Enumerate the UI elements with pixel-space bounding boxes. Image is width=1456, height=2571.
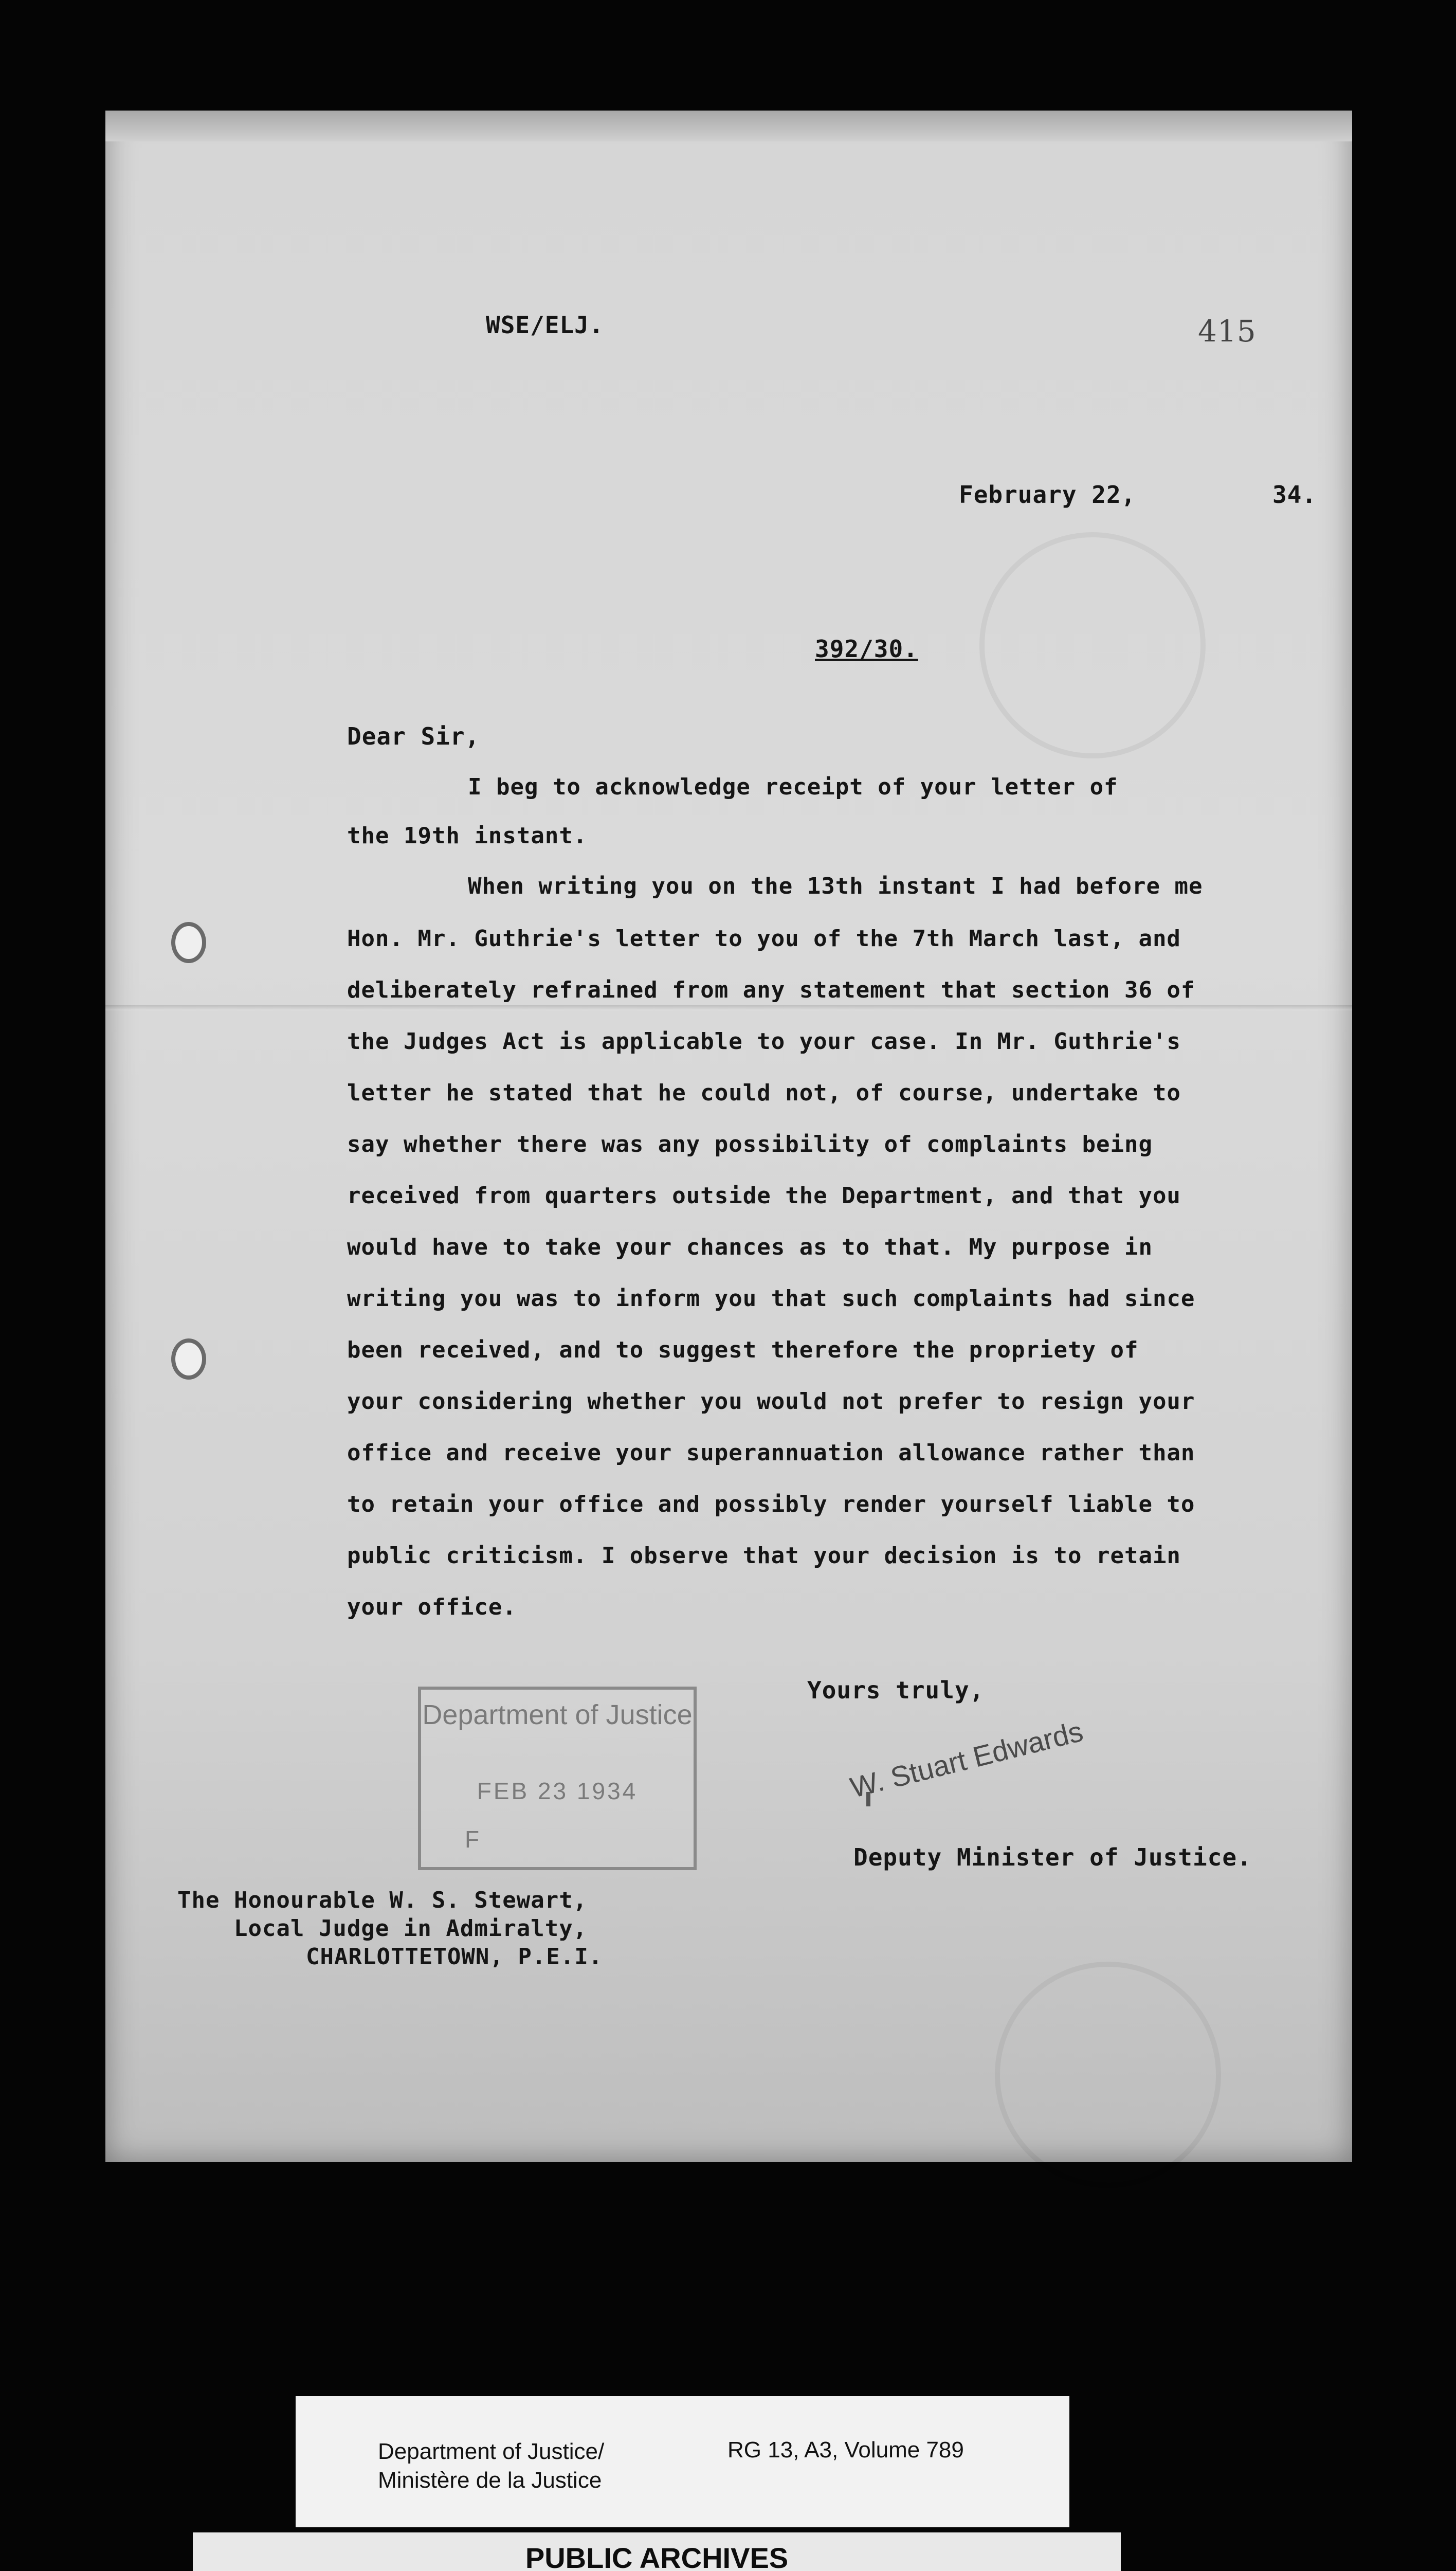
received-stamp [418,1687,697,1870]
public-archives-banner [193,2532,1121,2571]
page-top-edge [105,111,1352,141]
file-number: 392/30. [815,635,918,663]
letter-page [105,111,1352,2162]
letter-date: February 22, [959,481,1136,509]
reference-initials: WSE/ELJ. [486,311,604,339]
faint-seal-watermark [995,1962,1221,2188]
body-line: deliberately refrained from any statement that section 36 of [347,977,1195,1003]
body-line: I beg to acknowledge receipt of your letter of [468,774,1118,800]
signer-title: Deputy Minister of Justice. [853,1843,1252,1871]
addressee-line: The Honourable W. S. Stewart, [177,1887,588,1913]
addressee-line: Local Judge in Admiralty, [234,1915,588,1942]
body-line: say whether there was any possibility of complaints being [347,1131,1153,1157]
archive-department-fr: Ministère de la Justice [378,2468,602,2493]
addressee-line: CHARLOTTETOWN, P.E.I. [306,1944,603,1970]
archive-department-en: Department of Justice/ [378,2439,605,2464]
body-line: would have to take your chances as to that. My purpose in [347,1234,1153,1260]
archive-department [378,2437,604,2495]
body-line: letter he stated that he could not, of course, undertake to [347,1080,1181,1106]
archive-reference: RG 13, A3, Volume 789 [727,2437,964,2463]
closing: Yours truly, [807,1676,985,1704]
punch-hole [171,1338,206,1380]
body-line: your considering whether you would not prefer to resign your [347,1388,1195,1415]
body-line: been received, and to suggest therefore the propriety of [347,1337,1139,1363]
folio-number: 415 [1198,314,1257,349]
body-line: writing you was to inform you that such complaints had since [347,1286,1195,1312]
body-line: to retain your office and possibly render yourself liable to [347,1491,1195,1517]
body-line: received from quarters outside the Department, and that you [347,1183,1181,1209]
salutation: Dear Sir, [347,722,480,750]
page-fold [105,1005,1352,1010]
body-line: public criticism. I observe that your decision is to retain [347,1543,1181,1569]
body-line: office and receive your superannuation allowance rather than [347,1440,1195,1466]
body-line: When writing you on the 13th instant I had before me [468,873,1203,899]
letter-date-year: 34. [1272,481,1317,509]
body-line: your office. [347,1594,517,1620]
body-line: the Judges Act is applicable to your case. In Mr. Guthrie's [347,1028,1181,1055]
signature: W. Stuart Edwards [847,1714,1086,1804]
stamp-department: Department of Justice [422,1699,693,1730]
body-line: Hon. Mr. Guthrie's letter to you of the 7th March last, and [347,926,1181,952]
stamp-date: FEB 23 1934 [477,1778,638,1804]
stamp-mark: F [465,1826,480,1853]
body-line: the 19th instant. [347,823,588,849]
punch-hole [171,922,206,963]
faint-seal-watermark [979,532,1206,758]
archive-reference-label [296,2396,1069,2527]
banner-line-1: PUBLIC ARCHIVES [525,2542,789,2571]
